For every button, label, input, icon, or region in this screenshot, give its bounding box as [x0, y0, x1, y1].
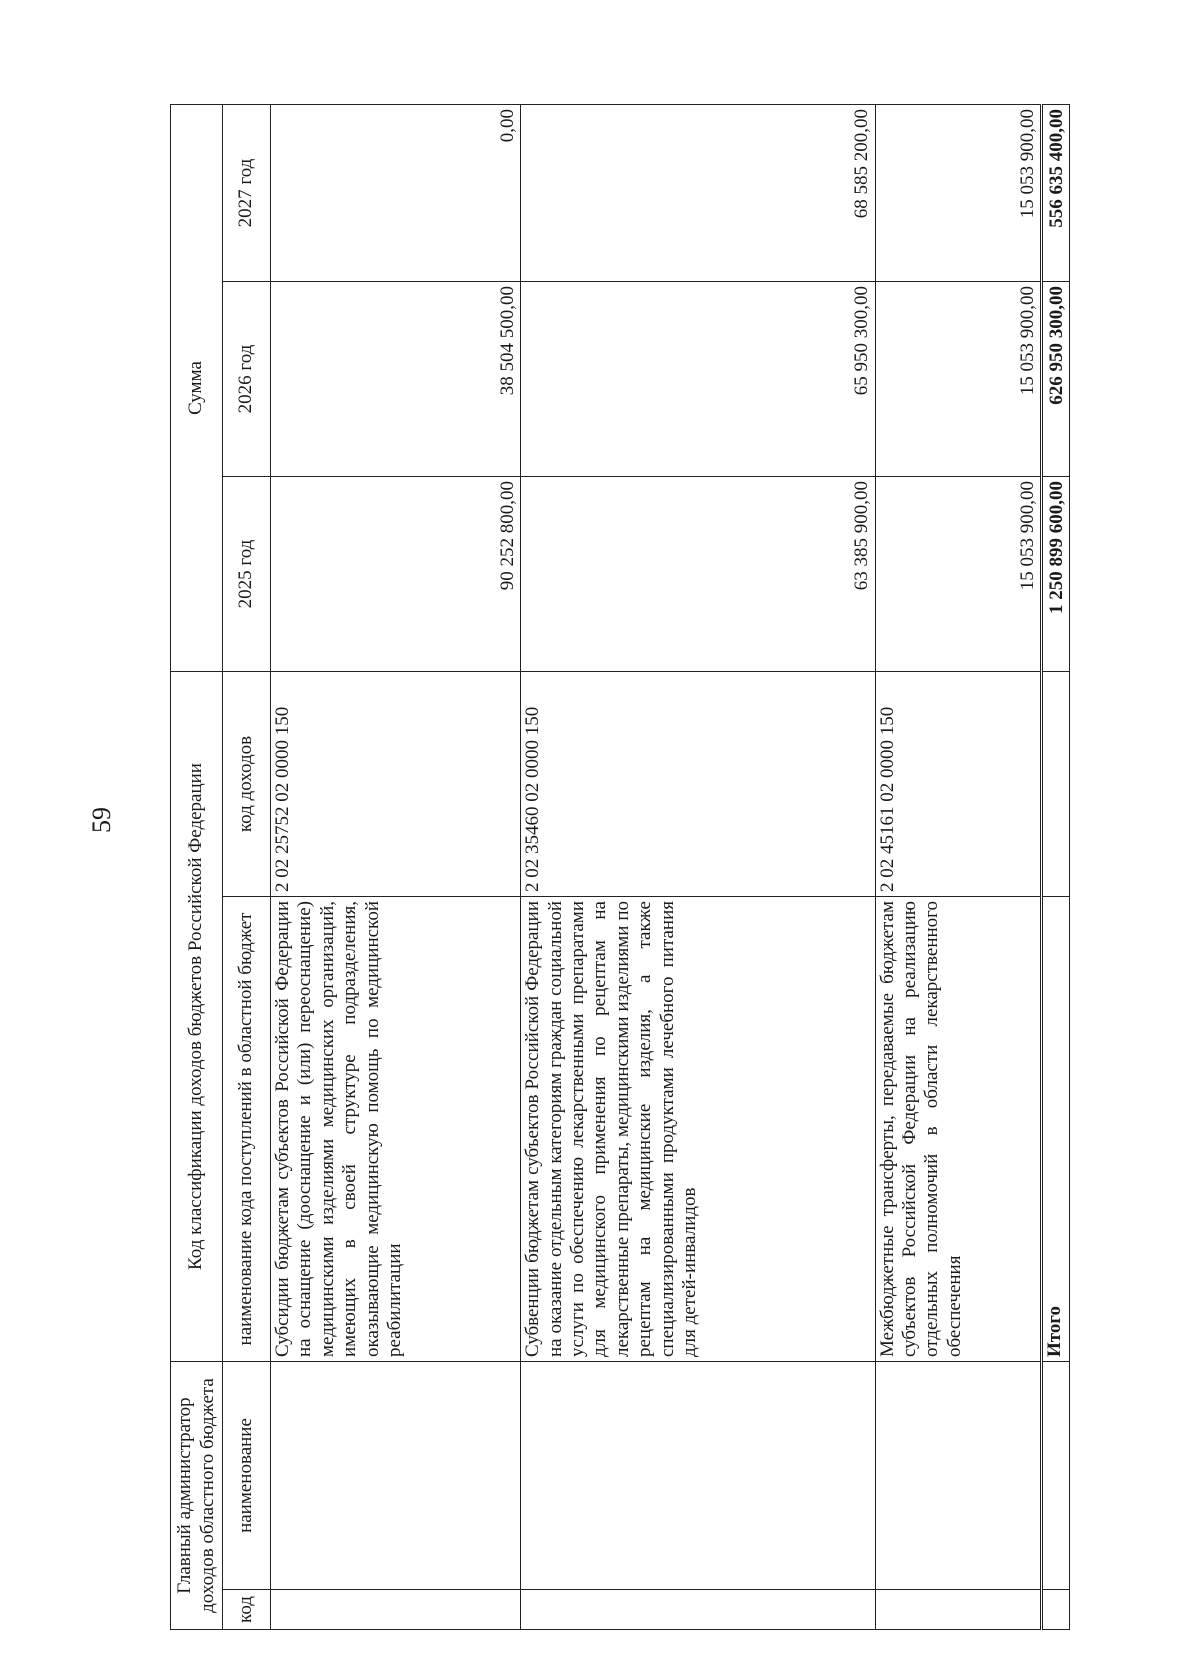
header-sum-group: Сумма	[171, 105, 223, 672]
income-code-cell: 2 02 35460 02 0000 150	[521, 672, 875, 897]
table-row	[521, 105, 875, 1630]
admin-code-cell	[521, 1590, 875, 1630]
header-income-name: наименование кода поступлений в областной бюджет	[223, 897, 271, 1362]
amount-2025-cell: 90 252 800,00	[271, 477, 521, 672]
admin-name-cell	[521, 1362, 875, 1590]
table-row	[875, 105, 1042, 1630]
income-code-cell: 2 02 45161 02 0000 150	[875, 672, 1042, 897]
amount-2027-cell: 15 053 900,00	[875, 105, 1042, 282]
amount-2026-cell: 15 053 900,00	[875, 282, 1042, 477]
budget-income-table	[170, 104, 1070, 1630]
admin-code-cell	[1042, 1590, 1070, 1630]
admin-name-cell	[1042, 1362, 1070, 1590]
total-label: Итого	[1042, 897, 1070, 1362]
page-number: 59	[87, 807, 116, 833]
header-admin-group: Главный администратор доходов областного бюджета	[171, 1362, 223, 1630]
income-code-cell	[1042, 672, 1070, 897]
admin-name-cell	[875, 1362, 1042, 1590]
header-admin-name: наименование	[223, 1362, 271, 1590]
admin-code-cell	[271, 1590, 521, 1630]
description-cell: Субсидии бюджетам субъектов Российской Федерации на оснащение (дооснащение и (или) переоснащение) медицинскими изделиями медицинских организаций, имеющих в своей структуре подразделения, оказывающие медицинскую помощь по медицинской реабилитации	[271, 897, 521, 1362]
income-code-cell: 2 02 25752 02 0000 150	[271, 672, 521, 897]
amount-2026-cell: 38 504 500,00	[271, 282, 521, 477]
amount-2025-cell: 15 053 900,00	[875, 477, 1042, 672]
header-year-2025: 2025 год	[223, 477, 271, 672]
description-cell: Межбюджетные трансферты, передаваемые бюджетам субъектов Российской Федерации на реализацию отдельных полномочий в области лекарственного обеспечения	[875, 897, 1042, 1362]
table-row	[271, 105, 521, 1630]
total-2027: 556 635 400,00	[1042, 105, 1070, 282]
amount-2027-cell: 0,00	[271, 105, 521, 282]
total-row	[1042, 105, 1070, 1630]
admin-name-cell	[271, 1362, 521, 1590]
header-classification-group: Код классификации доходов бюджетов Российской Федерации	[171, 672, 223, 1362]
admin-code-cell	[875, 1590, 1042, 1630]
rotated-table-container	[170, 105, 1070, 1630]
amount-2025-cell: 63 385 900,00	[521, 477, 875, 672]
amount-2027-cell: 68 585 200,00	[521, 105, 875, 282]
description-cell: Субвенции бюджетам субъектов Российской Федерации на оказание отдельным категориям граждан социальной услуги по обеспечению лекарственными препаратами для медицинского применения по рецептам на лекарственные препараты, медицинскими изделиями по рецептам на медицинские изделия, а также специализированными продуктами лечебного питания для детей-инвалидов	[521, 897, 875, 1362]
header-year-2026: 2026 год	[223, 282, 271, 477]
amount-2026-cell: 65 950 300,00	[521, 282, 875, 477]
total-2026: 626 950 300,00	[1042, 282, 1070, 477]
header-year-2027: 2027 год	[223, 105, 271, 282]
header-income-code: код доходов	[223, 672, 271, 897]
header-admin-code: код	[223, 1590, 271, 1630]
total-2025: 1 250 899 600,00	[1042, 477, 1070, 672]
